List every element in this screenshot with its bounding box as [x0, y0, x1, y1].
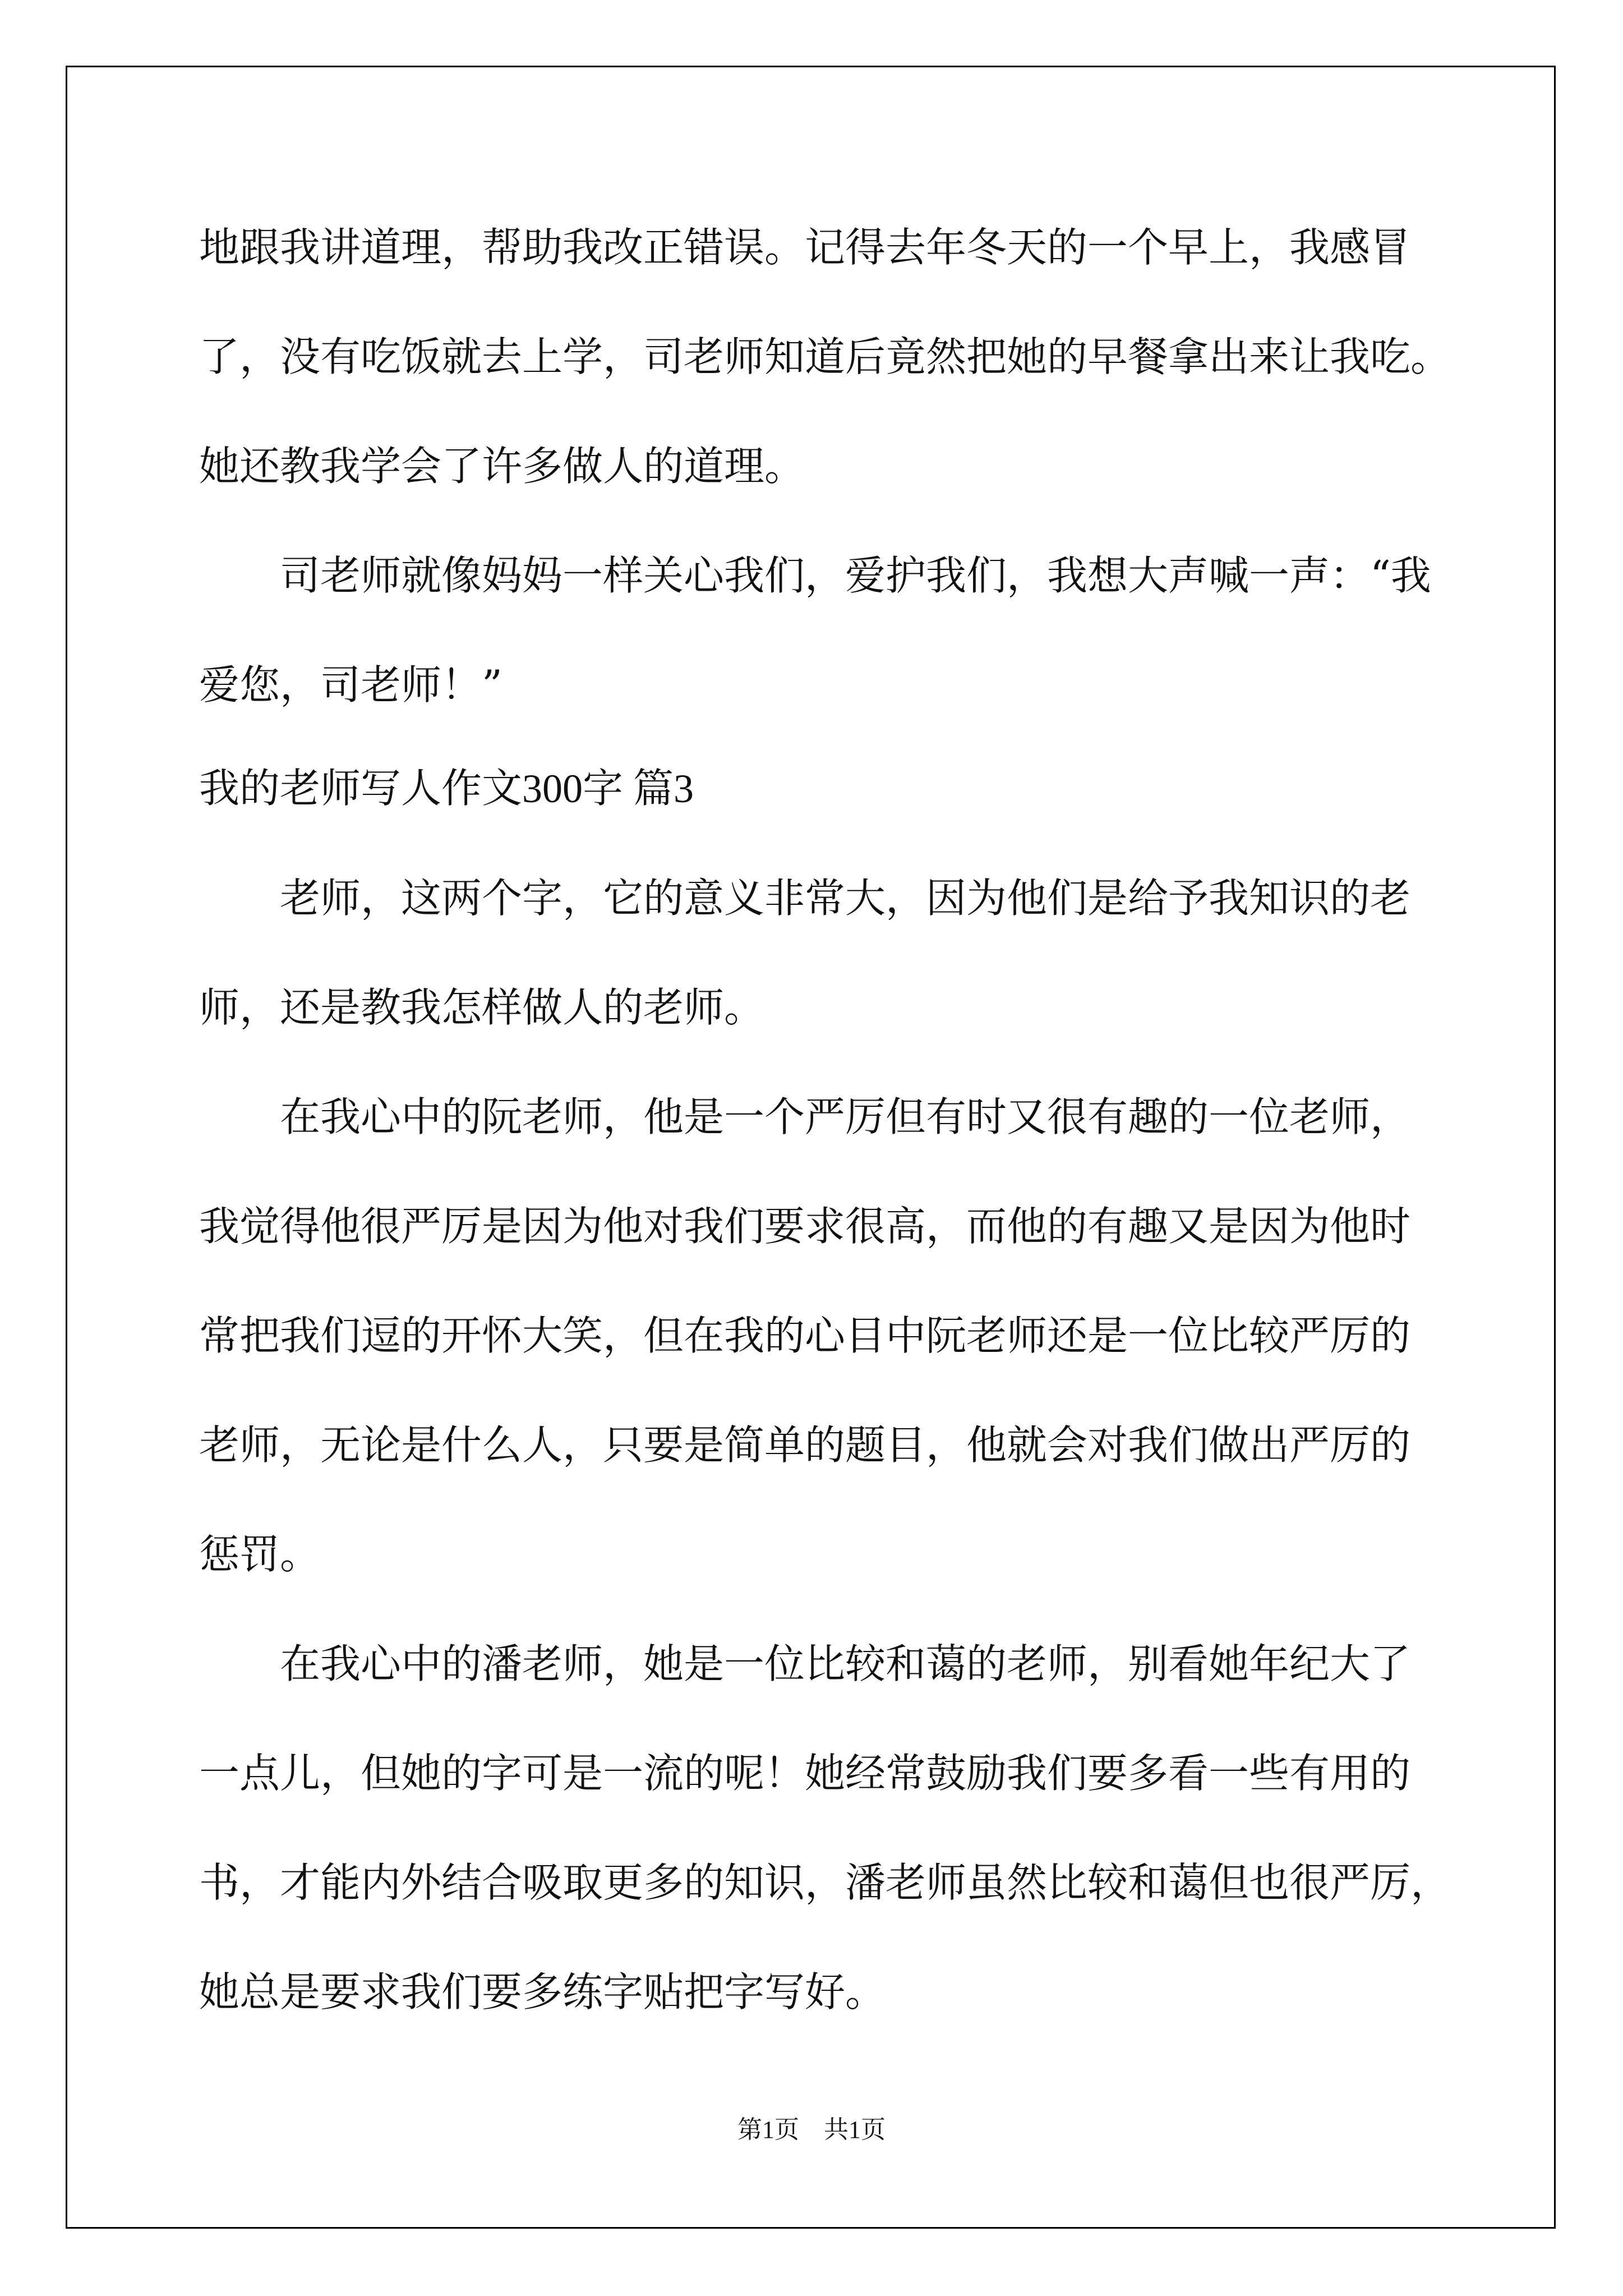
text-line: 在我心中的潘老师，她是一位比较和蔼的老师，别看她年纪大了: [280, 1640, 1411, 1687]
text-line: 老师，无论是什么人，只要是简单的题目，他就会对我们做出严厉的: [199, 1421, 1411, 1469]
text-line: 爱您，司老师！”: [199, 661, 502, 708]
text-line: 地跟我讲道理，帮助我改正错误。记得去年冬天的一个早上，我感冒: [199, 224, 1411, 271]
text-line: 书，才能内外结合吸取更多的知识，潘老师虽然比较和蔼但也很严厉，: [199, 1859, 1451, 1906]
section-heading: 我的老师写人作文300字 篇3: [199, 766, 694, 811]
text-line: 惩罚。: [199, 1531, 321, 1578]
text-line: 她还教我学会了许多做人的道理。: [199, 443, 805, 490]
text-line: 师，还是教我怎样做人的老师。: [199, 984, 765, 1031]
text-line: 了，没有吃饭就去上学，司老师知道后竟然把她的早餐拿出来让我吃。: [199, 333, 1451, 380]
text-line: 一点儿，但她的字可是一流的呢！她经常鼓励我们要多看一些有用的: [199, 1750, 1411, 1797]
text-line: 老师，这两个字，它的意义非常大，因为他们是给予我知识的老: [280, 875, 1411, 922]
text-line: 她总是要求我们要多练字贴把字写好。: [199, 1968, 886, 2016]
text-line: 司老师就像妈妈一样关心我们，爱护我们，我想大声喊一声：“我: [280, 552, 1431, 599]
text-line: 常把我们逗的开怀大笑，但在我的心目中阮老师还是一位比较严厉的: [199, 1312, 1411, 1359]
text-line: 在我心中的阮老师，他是一个严厉但有时又很有趣的一位老师，: [280, 1093, 1411, 1140]
text-line: 我觉得他很严厉是因为他对我们要求很高，而他的有趣又是因为他时: [199, 1203, 1411, 1250]
page-footer: 第1页 共1页: [737, 2116, 886, 2143]
